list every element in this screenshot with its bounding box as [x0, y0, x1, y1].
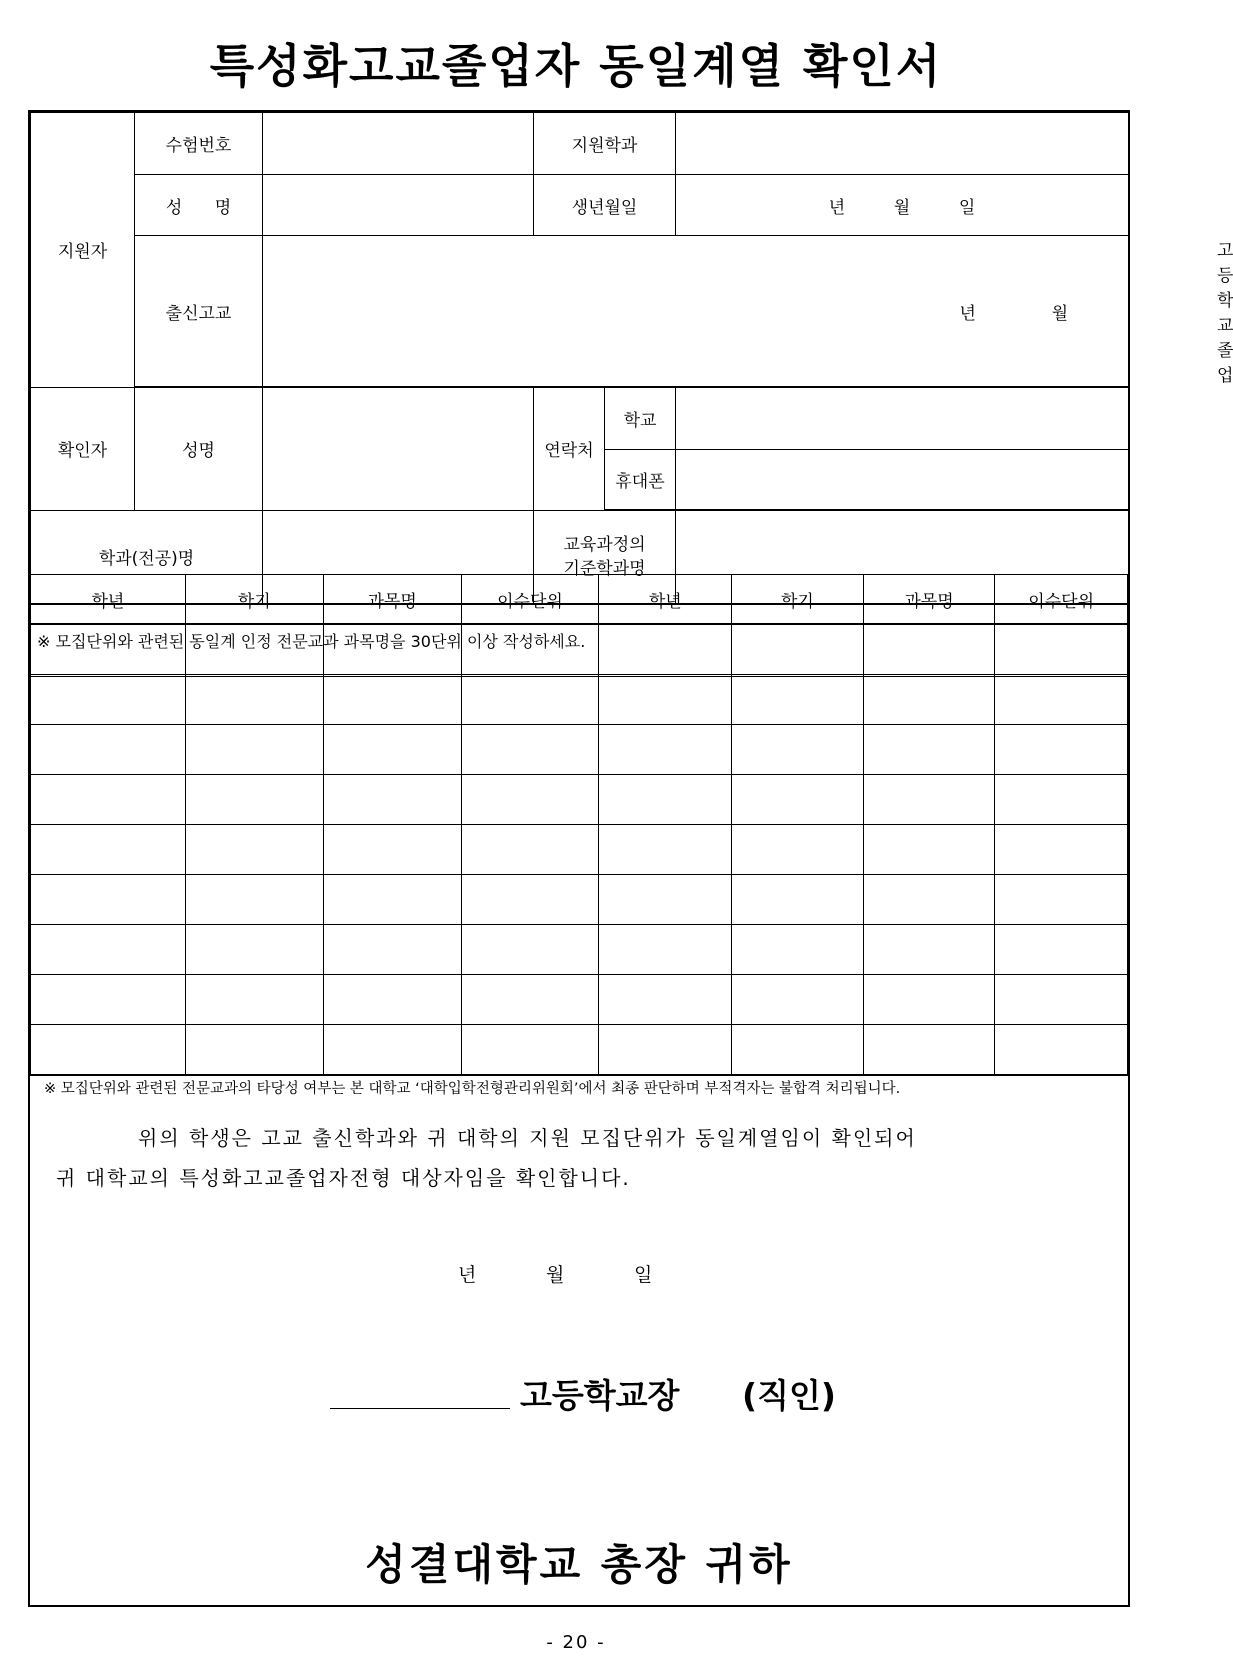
table-row — [31, 624, 1128, 675]
course-cell[interactable] — [732, 624, 864, 675]
course-cell[interactable] — [323, 624, 461, 675]
table-row — [31, 875, 1128, 925]
course-cell[interactable] — [599, 975, 732, 1025]
course-cell[interactable] — [323, 975, 461, 1025]
course-cell[interactable] — [185, 675, 323, 725]
course-cell[interactable] — [732, 925, 864, 975]
header-subject: 과목명 — [863, 575, 995, 625]
date-year: 년 — [458, 1264, 477, 1286]
header-units: 이수단위 — [461, 575, 599, 625]
applicant-name-field[interactable] — [263, 175, 534, 236]
department-field[interactable] — [676, 113, 1129, 175]
course-cell[interactable] — [995, 1025, 1128, 1076]
course-cell[interactable] — [185, 925, 323, 975]
major-label: 학과(전공)명 — [31, 510, 263, 604]
course-cell[interactable] — [185, 775, 323, 825]
principal-title: 고등학교장 — [520, 1376, 680, 1415]
course-cell[interactable] — [863, 825, 995, 875]
birth-field[interactable]: 년 월 일 — [676, 175, 1129, 236]
course-cell[interactable] — [863, 975, 995, 1025]
exam-number-label: 수험번호 — [135, 113, 263, 175]
course-cell[interactable] — [995, 675, 1128, 725]
table-row — [31, 725, 1128, 775]
course-cell[interactable] — [461, 975, 599, 1025]
course-cell[interactable] — [863, 925, 995, 975]
course-cell[interactable] — [863, 624, 995, 675]
course-cell[interactable] — [31, 875, 186, 925]
school-label: 출신고교 — [135, 236, 263, 388]
course-cell[interactable] — [323, 925, 461, 975]
exam-number-field[interactable] — [263, 113, 534, 175]
course-cell[interactable] — [732, 775, 864, 825]
course-cell[interactable] — [599, 624, 732, 675]
school-name-line[interactable] — [330, 1408, 510, 1409]
school-phone-field[interactable] — [676, 387, 1129, 449]
addressee: 성결대학교 총장 귀하 — [365, 1540, 793, 1589]
courses-note: ※ 모집단위와 관련된 동일계 인정 전문교과 과목명을 30단위 이상 작성하세요. — [31, 604, 1129, 676]
course-cell[interactable] — [995, 825, 1128, 875]
course-cell[interactable] — [599, 875, 732, 925]
course-cell[interactable] — [323, 725, 461, 775]
course-cell[interactable] — [995, 975, 1128, 1025]
birth-label: 생년월일 — [534, 175, 676, 236]
declaration-line1: 위의 학생은 고교 출신학과와 귀 대학의 지원 모집단위가 동일계열임이 확인되어 — [138, 1126, 917, 1150]
date-day: 일 — [634, 1264, 653, 1286]
school-phone-label: 학교 — [605, 387, 676, 449]
course-cell[interactable] — [461, 1025, 599, 1076]
confirmer-section-label: 확인자 — [31, 387, 135, 510]
course-cell[interactable] — [995, 624, 1128, 675]
course-cell[interactable] — [461, 624, 599, 675]
graduation-date-field[interactable]: 년 월 — [263, 236, 1129, 388]
confirmer-name-label: 성명 — [135, 387, 263, 510]
table-row — [31, 975, 1128, 1025]
course-cell[interactable] — [599, 675, 732, 725]
course-cell[interactable] — [31, 775, 186, 825]
header-subject: 과목명 — [323, 575, 461, 625]
course-cell[interactable] — [31, 1025, 186, 1076]
course-cell[interactable] — [863, 725, 995, 775]
course-cell[interactable] — [732, 725, 864, 775]
course-cell[interactable] — [461, 925, 599, 975]
date-month: 월 — [546, 1264, 565, 1286]
course-cell[interactable] — [732, 975, 864, 1025]
course-cell[interactable] — [995, 725, 1128, 775]
course-cell[interactable] — [185, 975, 323, 1025]
course-cell[interactable] — [461, 675, 599, 725]
table-row — [31, 825, 1128, 875]
course-cell[interactable] — [31, 725, 186, 775]
course-cell[interactable] — [31, 675, 186, 725]
table-row — [31, 775, 1128, 825]
table-row — [31, 925, 1128, 975]
course-cell[interactable] — [461, 775, 599, 825]
course-cell[interactable] — [599, 825, 732, 875]
course-cell[interactable] — [323, 875, 461, 925]
info-table: 지원자 수험번호 지원학과 성 명 생년월일 년 월 일 출신고교 년 월 고등학교 졸업 확인자 성명 연락처 학교 휴대폰 학과(전공)명 교육과정의 기준학과명 ※ 모집단위와 관련된 동일계 인정 전문교과 과목명을 30단위 이상 작성하세요. — [30, 112, 1129, 677]
course-cell[interactable] — [31, 925, 186, 975]
course-cell[interactable] — [732, 875, 864, 925]
course-cell[interactable] — [995, 925, 1128, 975]
course-cell[interactable] — [863, 675, 995, 725]
table-row — [31, 1025, 1128, 1076]
course-cell[interactable] — [863, 1025, 995, 1076]
course-cell[interactable] — [599, 725, 732, 775]
curriculum-label-line1: 교육과정의 — [563, 535, 646, 555]
course-cell[interactable] — [31, 975, 186, 1025]
mobile-field[interactable] — [676, 449, 1129, 510]
course-cell[interactable] — [732, 675, 864, 725]
course-cell[interactable] — [461, 875, 599, 925]
course-cell[interactable] — [732, 825, 864, 875]
course-table — [30, 574, 1128, 1076]
course-cell[interactable] — [995, 775, 1128, 825]
form-frame — [28, 110, 1233, 1607]
course-cell[interactable] — [323, 825, 461, 875]
table-row — [31, 675, 1128, 725]
course-table-header — [31, 575, 1128, 625]
course-cell[interactable] — [599, 925, 732, 975]
header-grade: 학년 — [31, 575, 186, 625]
course-cell[interactable] — [599, 775, 732, 825]
course-cell[interactable] — [185, 1025, 323, 1076]
header-units: 이수단위 — [995, 575, 1128, 625]
course-cell[interactable] — [31, 825, 186, 875]
course-cell[interactable] — [461, 725, 599, 775]
course-cell[interactable] — [995, 875, 1128, 925]
course-cell[interactable] — [31, 624, 186, 675]
applicant-name-label: 성 명 — [135, 175, 263, 236]
course-cell[interactable] — [323, 775, 461, 825]
judgement-note: ※ 모집단위와 관련된 전문교과의 타당성 여부는 본 대학교 ‘대학입학전형관리위원회’에서 최종 판단하며 부적격자는 불합격 처리됩니다. — [44, 1081, 901, 1097]
curriculum-label-line2: 기준학과명 — [563, 559, 646, 579]
confirmer-name-field[interactable] — [263, 387, 534, 510]
course-cell[interactable] — [599, 1025, 732, 1076]
course-cell[interactable] — [461, 825, 599, 875]
course-cell[interactable] — [323, 1025, 461, 1076]
document-title: 특성화고교졸업자 동일계열 확인서 — [209, 39, 943, 93]
official-seal-label: (직인) — [742, 1376, 836, 1415]
contact-label: 연락처 — [534, 387, 605, 510]
course-cell[interactable] — [863, 875, 995, 925]
header-semester: 학기 — [732, 575, 864, 625]
course-cell[interactable] — [732, 1025, 864, 1076]
declaration-line2: 귀 대학교의 특성화고교졸업자전형 대상자임을 확인합니다. — [56, 1166, 631, 1190]
department-label: 지원학과 — [534, 113, 676, 175]
page-number: - 20 - — [546, 1632, 606, 1653]
course-cell[interactable] — [185, 725, 323, 775]
header-semester: 학기 — [185, 575, 323, 625]
header-grade: 학년 — [599, 575, 732, 625]
mobile-label: 휴대폰 — [605, 449, 676, 510]
course-cell[interactable] — [863, 775, 995, 825]
applicant-section-label: 지원자 — [31, 113, 135, 388]
course-cell[interactable] — [185, 624, 323, 675]
course-cell[interactable] — [323, 675, 461, 725]
course-cell[interactable] — [185, 825, 323, 875]
course-cell[interactable] — [185, 875, 323, 925]
